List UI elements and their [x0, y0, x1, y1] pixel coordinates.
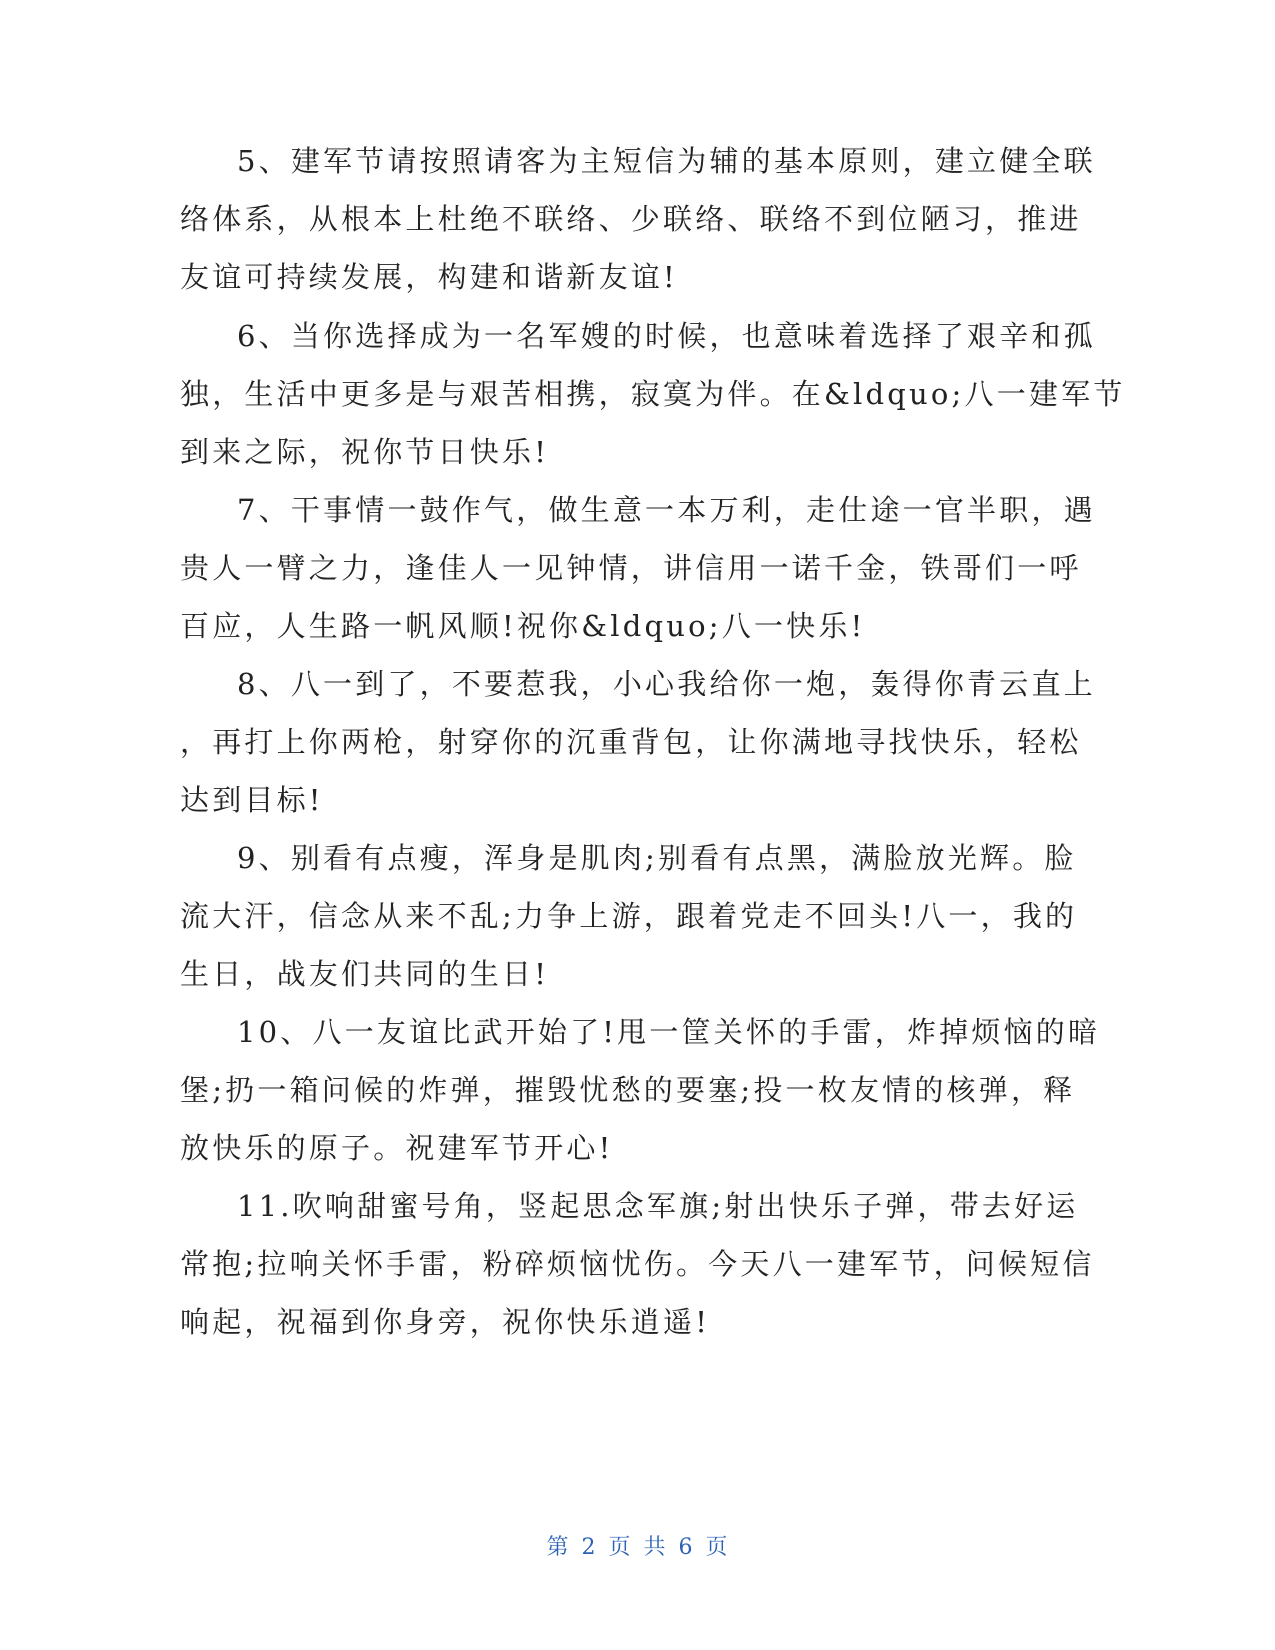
paragraph-line: 5、建军节请按照请客为主短信为辅的基本原则，建立健全联 [237, 144, 1096, 178]
paragraph-line: 常抱;拉响关怀手雷，粉碎烦恼忧伤。今天八一建军节，问候短信 [180, 1247, 1095, 1281]
paragraph-line: 响起，祝福到你身旁，祝你快乐逍遥! [180, 1305, 711, 1339]
paragraph-line: 生日，战友们共同的生日! [180, 957, 550, 991]
paragraph-line: 贵人一臂之力，逢佳人一见钟情，讲信用一诺千金，铁哥们一呼 [180, 551, 1082, 585]
paragraph-line: 百应，人生路一帆风顺!祝你&ldquo;八一快乐! [180, 609, 866, 643]
paragraph-line: 7、干事情一鼓作气，做生意一本万利，走仕途一官半职，遇 [237, 493, 1096, 527]
paragraph-line: 到来之际，祝你节日快乐! [180, 435, 550, 469]
total-label-word: 共 [643, 1535, 667, 1560]
page-label-unit: 页 [608, 1535, 632, 1560]
paragraph-line: 独，生活中更多是与艰苦相携，寂寞为伴。在&ldquo;八一建军节 [180, 377, 1126, 411]
paragraph-line: 放快乐的原子。祝建军节开心! [180, 1131, 614, 1165]
paragraph-line: 流大汗，信念从来不乱;力争上游，跟着党走不回头!八一，我的 [180, 899, 1078, 933]
total-pages: 6 [678, 1535, 694, 1560]
page-number: 2 [581, 1535, 597, 1560]
paragraph-line: 6、当你选择成为一名军嫂的时候，也意味着选择了艰辛和孤 [237, 319, 1096, 353]
total-label-unit: 页 [705, 1535, 729, 1560]
paragraph-line: 8、八一到了，不要惹我，小心我给你一炮，轰得你青云直上 [237, 667, 1096, 701]
paragraph-line: 10、八一友谊比武开始了!甩一筐关怀的手雷，炸掉烦恼的暗 [237, 1015, 1101, 1049]
paragraph-line: 11.吹响甜蜜号角，竖起思念军旗;射出快乐子弹，带去好运 [237, 1189, 1079, 1223]
paragraph-line: 友谊可持续发展，构建和谐新友谊! [180, 260, 678, 294]
paragraph-line: 堡;扔一箱问候的炸弹，摧毁忧愁的要塞;投一枚友情的核弹，释 [180, 1073, 1076, 1107]
paragraph-line: ，再打上你两枪，射穿你的沉重背包，让你满地寻找快乐，轻松 [180, 725, 1082, 759]
paragraph-line: 络体系，从根本上杜绝不联络、少联络、联络不到位陋习，推进 [180, 202, 1082, 236]
paragraph-line: 达到目标! [180, 783, 324, 817]
paragraph-line: 9、别看有点瘦，浑身是肌肉;别看有点黑，满脸放光辉。脸 [237, 841, 1077, 875]
page-label-word: 第 [546, 1535, 570, 1560]
page-footer [0, 1533, 1275, 1563]
